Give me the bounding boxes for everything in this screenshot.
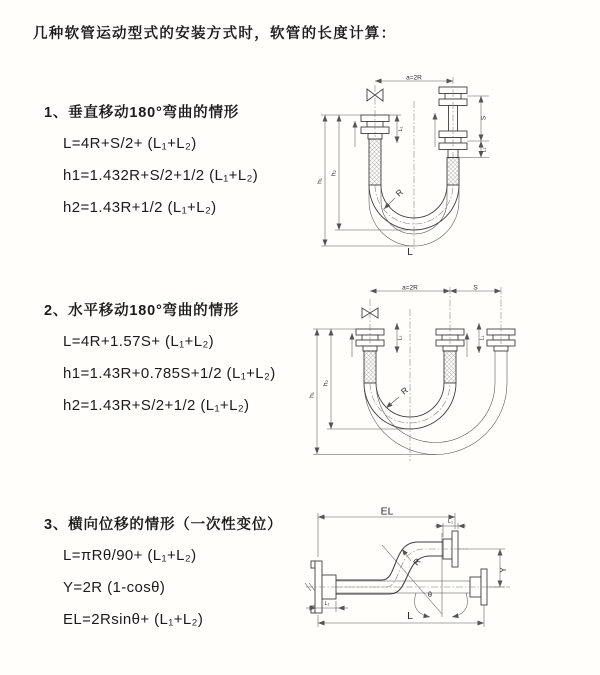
diagram-horizontal-180-bend: [305, 283, 585, 468]
dim-label-h2: h₂: [322, 379, 330, 387]
radius-pointer: [386, 397, 399, 408]
dim-label-radius: R: [393, 186, 405, 199]
dim-label-l1-right: L₁: [481, 147, 488, 153]
hose-assembly: [356, 308, 515, 429]
dim-label-l1-bottom: L₁: [324, 601, 330, 607]
dim-label-length: L: [407, 246, 413, 258]
section-2-formulas: [63, 326, 276, 422]
dim-label-theta: θ: [427, 590, 432, 599]
dim-label-s: S: [473, 284, 478, 292]
dim-label-h2: h₂: [330, 169, 338, 177]
dim-label-l1-top: L₁: [448, 519, 453, 525]
hose-assembly: [361, 87, 467, 230]
centerlines: [370, 284, 501, 461]
formula-EL: EL=2Rsinθ+ (L₁+L₂): [63, 611, 204, 628]
formula-h2: h2=1.43R+S/2+1/2 (L₁+L₂): [63, 397, 250, 414]
section-3-heading: 3、横向位移的情形（一次性变位）: [44, 517, 283, 533]
angle-arrow: [452, 593, 467, 617]
dim-label-loop-width: a=2R: [402, 284, 418, 292]
dim-label-h1: h₁: [316, 178, 324, 184]
dim-label-l1-a: L₁: [397, 335, 404, 341]
dim-label-length: L: [407, 610, 413, 622]
dimension-lines: [313, 291, 501, 455]
section-vertical-movement: [44, 101, 258, 224]
dim-label-l1-b: L₁: [479, 335, 486, 341]
hose-displaced-position: [364, 351, 507, 455]
dim-label-el: EL: [380, 505, 394, 518]
dim-label-s: S: [480, 115, 488, 121]
horizontal-bend-drawing: [305, 283, 585, 468]
dim-label-l1-left: L₁: [398, 126, 404, 132]
formula-L: L=4R+S/2+ (L₁+L₂): [63, 135, 197, 152]
section-3-formulas: [63, 540, 282, 636]
formula-Y: Y=2R (1-cosθ): [63, 579, 166, 596]
formula-h1: h1=1.43R+0.785S+1/2 (L₁+L₂): [63, 365, 276, 382]
diagram-lateral-displacement: [300, 505, 595, 663]
section-2-heading: 2、水平移动180°弯曲的情形: [44, 303, 240, 319]
braided-hose-section: [369, 139, 381, 185]
vertical-bend-drawing: [313, 73, 548, 258]
formula-h1: h1=1.432R+S/2+1/2 (L₁+L₂): [63, 167, 259, 184]
page-title: 几种软管运动型式的安装方式时，软管的长度计算：: [33, 26, 397, 42]
section-horizontal-movement: [44, 299, 276, 422]
section-1-heading: 1、垂直移动180°弯曲的情形: [44, 105, 240, 121]
section-lateral-displacement: [44, 513, 282, 636]
dimension-lines: [306, 513, 505, 627]
braided-hose-section: [447, 158, 459, 186]
formula-L: L=4R+1.57S+ (L₁+L₂): [63, 333, 215, 350]
dimension-labels: [325, 506, 508, 623]
dim-label-radius: R: [398, 384, 410, 397]
radius-pointer: [402, 549, 411, 561]
flanges: [311, 531, 487, 613]
dim-label-y: Y: [499, 567, 508, 573]
braided-hose-section: [364, 351, 376, 383]
dim-label-h1: h₁: [308, 392, 316, 398]
dim-label-radius: R: [411, 556, 423, 568]
diagram-vertical-180-bend: [313, 73, 548, 258]
braided-hose-section: [444, 351, 456, 383]
section-1-formulas: [63, 128, 258, 224]
dim-label-loop-width: a=2R: [406, 74, 422, 82]
lateral-displacement-drawing: [300, 505, 595, 663]
formula-L: L=πRθ/90+ (L₁+L₂): [63, 547, 197, 564]
formula-h2: h2=1.43R+1/2 (L₁+L₂): [63, 199, 217, 216]
